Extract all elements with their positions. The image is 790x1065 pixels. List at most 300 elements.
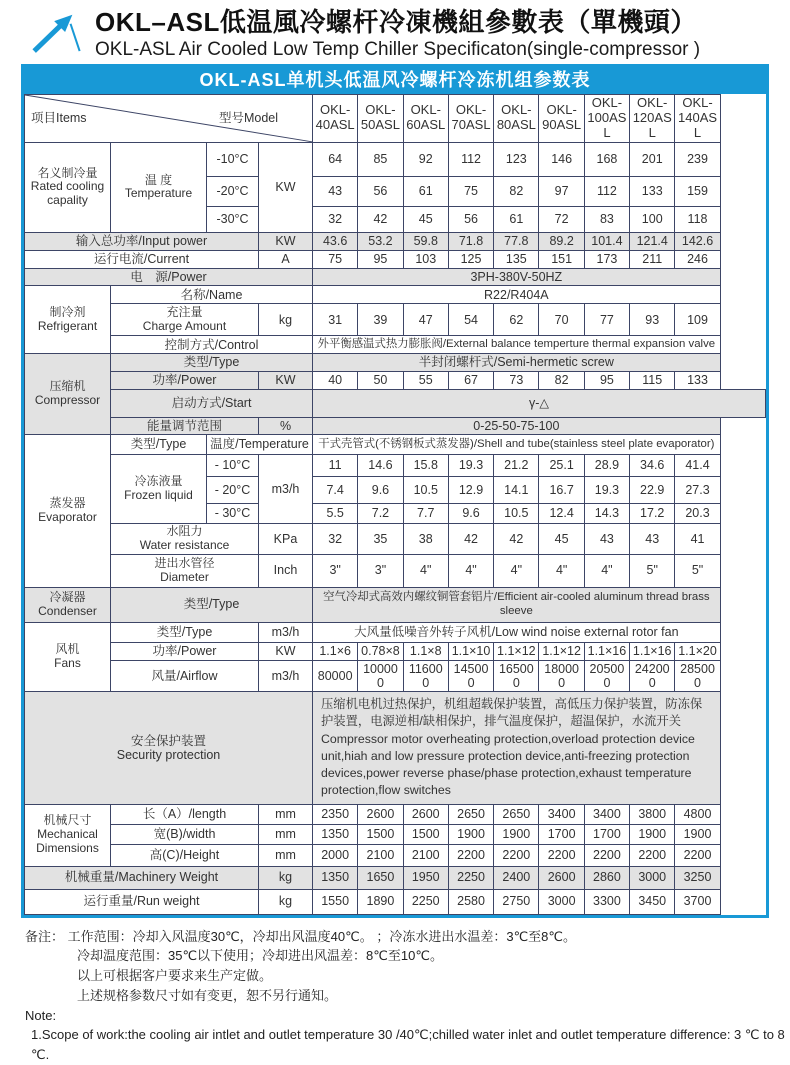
unit-cell: mm (259, 844, 313, 866)
value-cell: 9.6 (358, 476, 403, 503)
value-cell: 2650 (448, 804, 493, 824)
value-cell: 2250 (403, 889, 448, 914)
value-cell: 77 (584, 304, 629, 336)
value-cell: 56 (358, 176, 403, 206)
value-cell: 133 (630, 176, 675, 206)
value-cell: 25.1 (539, 454, 584, 476)
value-cell: 41.4 (675, 454, 720, 476)
unit-cell: m3/h (259, 622, 313, 642)
cooling-row-1 (25, 142, 766, 176)
value-cell: 2200 (539, 844, 584, 866)
dimensions-label-zh: 机械尺寸 (43, 813, 92, 828)
value-cell: 32 (313, 523, 358, 554)
value-cell: 2200 (584, 844, 629, 866)
compressor-range-row (25, 417, 766, 434)
condenser-label-zh: 冷凝器 (49, 589, 86, 604)
temp-cell: -30°C (207, 206, 259, 232)
value-cell: 95 (358, 250, 403, 268)
value-cell: 19.3 (448, 454, 493, 476)
compressor-label-en: Compressor (34, 393, 101, 408)
value-cell: 1950 (403, 866, 448, 889)
value-cell: 16.7 (539, 476, 584, 503)
value-cell: 2200 (675, 844, 720, 866)
value-cell: 2000 (313, 844, 358, 866)
unit-cell: kg (259, 866, 313, 889)
value-cell: 32 (313, 206, 358, 232)
value-cell: 242000 (630, 660, 675, 692)
value-cell: 15.8 (403, 454, 448, 476)
row-label: 输入总功率/Input power (25, 232, 259, 250)
resistance-label-en: Water resistance (139, 537, 230, 552)
row-label: 电 源/Power (25, 268, 313, 285)
value-cell: 3450 (630, 889, 675, 914)
merged-value-cell: γ-△ (313, 389, 766, 417)
value-cell: 82 (494, 176, 539, 206)
fans-airflow-row (25, 660, 766, 692)
value-cell: 42 (448, 523, 493, 554)
brand-arrow-icon (26, 9, 86, 60)
fans-section-label (25, 622, 111, 692)
machinery-weight-row (25, 866, 766, 889)
value-cell: 3250 (675, 866, 720, 889)
page-title-zh: OKL–ASL低温風冷螺杆冷凍機組參數表（單機頭） (95, 7, 697, 37)
row-label (111, 554, 259, 587)
merged-value-cell: 外平衡感温式热力膨胀阀/External balance temperture thermal expansion valve (313, 336, 721, 354)
value-cell: 285000 (675, 660, 720, 692)
unit-cell: KPa (259, 523, 313, 554)
row-label: 机械重量/Machinery Weight (25, 866, 259, 889)
value-cell: 173 (584, 250, 629, 268)
refrigerant-label-en: Refrigerant (37, 318, 98, 333)
row-label: 风量/Airflow (111, 660, 259, 692)
value-cell: 42 (494, 523, 539, 554)
value-cell: 2100 (403, 844, 448, 866)
value-cell: 1500 (358, 824, 403, 844)
value-cell: OKL-60ASL (403, 95, 448, 143)
value-cell: 62 (494, 304, 539, 336)
value-cell: 38 (403, 523, 448, 554)
diameter-row (25, 554, 766, 587)
temp-cell: -10°C (207, 142, 259, 176)
value-cell: 50 (358, 371, 403, 389)
value-cell: 146 (539, 142, 584, 176)
value-cell: 2350 (313, 804, 358, 824)
fans-power-row (25, 642, 766, 660)
merged-value-cell: 空气冷却式高效内螺纹铜管套铝片/Efficient air-cooled aluminum thread brass sleeve (313, 587, 721, 622)
frozen-liquid-row-1 (25, 454, 766, 476)
unit-cell: A (259, 250, 313, 268)
value-cell: 246 (675, 250, 720, 268)
note-line-4: 上述规格参数尺寸如有变更，恕不另行通知。 (77, 987, 338, 1003)
value-cell: 1350 (313, 866, 358, 889)
merged-value-cell: 大风量低噪音外转子风机/Low wind noise external rotor fan (313, 622, 721, 642)
current-row (25, 250, 766, 268)
water-resistance-row (25, 523, 766, 554)
row-label: 名称/Name (111, 286, 313, 304)
value-cell: 2250 (448, 866, 493, 889)
row-label: 功率/Power (111, 642, 259, 660)
value-cell: 3" (313, 554, 358, 587)
row-label: 控制方式/Control (111, 336, 313, 354)
security-text-en: Compressor motor overheating protection,overload protection device unit,hiah and low pressure protection device,anti-freezing protection devices,power reverse phase/phase protection,exhaust temperature protection,flow switches (321, 731, 695, 798)
value-cell: 35 (358, 523, 403, 554)
value-cell: 1550 (313, 889, 358, 914)
temp-cell: - 30°C (207, 503, 259, 523)
value-cell: 55 (403, 371, 448, 389)
charge-label-en: Charge Amount (142, 318, 227, 333)
value-cell: 61 (494, 206, 539, 232)
temp-cell: - 10°C (207, 454, 259, 476)
unit-cell: KW (259, 371, 313, 389)
input-power-row (25, 232, 766, 250)
frozen-liquid-label-en: Frozen liquid (124, 487, 193, 502)
value-cell: 14.6 (358, 454, 403, 476)
security-section-label (25, 692, 313, 804)
merged-value-cell: 0-25-50-75-100 (313, 417, 721, 434)
value-cell: 3000 (630, 866, 675, 889)
value-cell: 5.5 (313, 503, 358, 523)
value-cell: 56 (448, 206, 493, 232)
fans-type-row (25, 622, 766, 642)
merged-value-cell: 干式壳管式(不锈钢板式蒸发器)/Shell and tube(stainless steel plate evaporator) (313, 434, 721, 454)
temp-cell: - 20°C (207, 476, 259, 503)
value-cell: 1700 (584, 824, 629, 844)
value-cell: 7.7 (403, 503, 448, 523)
value-cell: 133 (675, 371, 720, 389)
fans-label-en: Fans (54, 655, 81, 670)
value-cell: 116000 (403, 660, 448, 692)
value-cell: 2600 (358, 804, 403, 824)
dimension-height-row (25, 844, 766, 866)
unit-cell: KW (259, 232, 313, 250)
row-label: 类型/Type (111, 587, 313, 622)
value-cell: 4" (403, 554, 448, 587)
value-cell: 1.1×8 (403, 642, 448, 660)
value-cell: 3400 (584, 804, 629, 824)
refrigerant-name-row (25, 286, 766, 304)
value-cell: 2200 (494, 844, 539, 866)
value-cell: 1700 (539, 824, 584, 844)
value-cell: 109 (675, 304, 720, 336)
compressor-label-zh: 压缩机 (49, 379, 86, 394)
value-cell: 10.5 (403, 476, 448, 503)
value-cell: 3000 (539, 889, 584, 914)
value-cell: 135 (494, 250, 539, 268)
refrigerant-section-label (25, 286, 111, 354)
value-cell: 100000 (358, 660, 403, 692)
value-cell: 9.6 (448, 503, 493, 523)
dimensions-label-en: Mechanical Dimensions (36, 827, 99, 855)
value-cell: 1900 (630, 824, 675, 844)
title-block (0, 0, 790, 62)
footnotes (25, 927, 790, 1065)
unit-cell: KW (259, 142, 313, 232)
value-cell: 112 (448, 142, 493, 176)
cooling-label-zh: 名义制冷量 (37, 165, 98, 180)
value-cell: 40 (313, 371, 358, 389)
value-cell: 2200 (630, 844, 675, 866)
value-cell: 42 (358, 206, 403, 232)
value-cell: 2600 (539, 866, 584, 889)
cooling-label-en: Rated cooling capality (30, 179, 105, 208)
value-cell: 1.1×16 (630, 642, 675, 660)
value-cell: 1.1×16 (584, 642, 629, 660)
table-banner: OKL-ASL单机头低温风冷螺杆冷冻机组参数表 (24, 67, 766, 94)
value-cell: 43 (584, 523, 629, 554)
run-weight-row (25, 889, 766, 914)
row-label: 类型/Type (111, 622, 259, 642)
evaporator-label-en: Evaporator (38, 509, 97, 524)
value-cell: 12.4 (539, 503, 584, 523)
value-cell: 2860 (584, 866, 629, 889)
value-cell: 72 (539, 206, 584, 232)
note-line-3: 以上可根据客户要求来生产定做。 (77, 968, 273, 983)
value-cell: 118 (675, 206, 720, 232)
value-cell: 2400 (494, 866, 539, 889)
value-cell: OKL-100ASL (584, 95, 629, 143)
value-cell: 2650 (494, 804, 539, 824)
items-label: 项目Items (31, 111, 87, 126)
unit-cell: kg (259, 304, 313, 336)
compressor-section-label (25, 354, 111, 435)
security-label-zh: 安全保护装置 (130, 733, 206, 748)
value-cell: 1.1×6 (313, 642, 358, 660)
value-cell: 3300 (584, 889, 629, 914)
value-cell: 83 (584, 206, 629, 232)
value-cell: 123 (494, 142, 539, 176)
value-cell: 103 (403, 250, 448, 268)
row-label: 类型/Type (111, 434, 207, 454)
value-cell: 2100 (358, 844, 403, 866)
value-cell: 151 (539, 250, 584, 268)
value-cell: 14.3 (584, 503, 629, 523)
unit-cell: mm (259, 804, 313, 824)
value-cell: 3800 (630, 804, 675, 824)
resistance-label-zh: 水阻力 (166, 523, 203, 538)
value-cell: 101.4 (584, 232, 629, 250)
note-line-2: 冷却温度范围：35℃以下使用；冷却进出风温差：8℃至10℃。 (77, 948, 443, 964)
row-label: 高(C)/Height (111, 844, 259, 866)
value-cell: OKL-70ASL (448, 95, 493, 143)
value-cell: 3" (358, 554, 403, 587)
value-cell: 3700 (675, 889, 720, 914)
value-cell: 4" (494, 554, 539, 587)
value-cell: 43.6 (313, 232, 358, 250)
refrigerant-label-zh: 制冷剂 (49, 304, 86, 319)
value-cell: OKL-50ASL (358, 95, 403, 143)
value-cell: 12.9 (448, 476, 493, 503)
value-cell: 21.2 (494, 454, 539, 476)
fans-label-zh: 风机 (55, 642, 80, 657)
row-label: 宽(B)/width (111, 824, 259, 844)
temp-cell: -20°C (207, 176, 259, 206)
value-cell: 5" (630, 554, 675, 587)
dimension-width-row (25, 824, 766, 844)
value-cell: 92 (403, 142, 448, 176)
unit-cell: KW (259, 642, 313, 660)
value-cell: 1900 (675, 824, 720, 844)
value-cell: 93 (630, 304, 675, 336)
value-cell: 5" (675, 554, 720, 587)
security-text-cell (313, 692, 721, 804)
value-cell: 54 (448, 304, 493, 336)
value-cell: 7.4 (313, 476, 358, 503)
dimensions-section-label (25, 804, 111, 866)
value-cell: 77.8 (494, 232, 539, 250)
compressor-start-row (25, 389, 766, 417)
value-cell: 75 (313, 250, 358, 268)
value-cell: 43 (313, 176, 358, 206)
unit-cell: % (259, 417, 313, 434)
note-line-1: 备注： 工作范围：冷却入风温度30℃，冷却出风温度40℃。 ；冷冻水进出水温差：3℃至8℃。 (25, 928, 577, 944)
charge-amount-row (25, 304, 766, 336)
value-cell: 10.5 (494, 503, 539, 523)
value-cell: 239 (675, 142, 720, 176)
power-supply-row (25, 268, 766, 285)
value-cell: 112 (584, 176, 629, 206)
security-row (25, 692, 766, 804)
unit-cell: Inch (259, 554, 313, 587)
charge-label-zh: 充注量 (166, 304, 203, 319)
value-cell: 125 (448, 250, 493, 268)
frozen-liquid-label-zh: 冷冻液量 (134, 474, 183, 489)
value-cell: 1900 (448, 824, 493, 844)
value-cell: OKL-120ASL (630, 95, 675, 143)
temperature-label (111, 142, 207, 232)
merged-value-cell: R22/R404A (313, 286, 721, 304)
row-label: 类型/Type (111, 354, 313, 371)
value-cell: OKL-140ASL (675, 95, 720, 143)
value-cell: 43 (630, 523, 675, 554)
merged-value-cell: 半封闭螺杆式/Semi-hermetic screw (313, 354, 721, 371)
note-label: Note: (25, 1007, 57, 1023)
security-label-en: Security protection (116, 747, 221, 762)
value-cell: 159 (675, 176, 720, 206)
value-cell: 2600 (403, 804, 448, 824)
value-cell: 27.3 (675, 476, 720, 503)
value-cell: 75 (448, 176, 493, 206)
evaporator-type-row (25, 434, 766, 454)
frozen-liquid-label (111, 454, 207, 523)
row-label (111, 523, 259, 554)
value-cell: 34.6 (630, 454, 675, 476)
condenser-label-en: Condenser (38, 603, 97, 618)
value-cell: 61 (403, 176, 448, 206)
value-cell: 4800 (675, 804, 720, 824)
value-cell: 4" (584, 554, 629, 587)
value-cell: 39 (358, 304, 403, 336)
value-cell: 82 (539, 371, 584, 389)
dimension-length-row (25, 804, 766, 824)
value-cell: 3400 (539, 804, 584, 824)
value-cell: 4" (539, 554, 584, 587)
unit-cell: m3/h (259, 660, 313, 692)
unit-cell: m3/h (259, 454, 313, 523)
row-label: 功率/Power (111, 371, 259, 389)
security-text-zh: 压缩机电机过热保护，机组超载保护装置，高低压力保护装置，防冻保护装置，电源逆相/缺相保护，排气温度保护，超温保护，水流开关 (321, 697, 703, 729)
evaporator-section-label (25, 434, 111, 587)
condenser-row (25, 587, 766, 622)
value-cell: 31 (313, 304, 358, 336)
cooling-section-label (25, 142, 111, 232)
value-cell: 45 (403, 206, 448, 232)
value-cell: OKL-40ASL (313, 95, 358, 143)
value-cell: 145000 (448, 660, 493, 692)
value-cell: 121.4 (630, 232, 675, 250)
value-cell: 180000 (539, 660, 584, 692)
value-cell: 1900 (494, 824, 539, 844)
value-cell: 1.1×12 (494, 642, 539, 660)
condenser-section-label (25, 587, 111, 622)
value-cell: 59.8 (403, 232, 448, 250)
row-label (111, 304, 259, 336)
value-cell: 168 (584, 142, 629, 176)
spec-table (24, 94, 766, 915)
model-label: 型号Model (218, 111, 278, 126)
value-cell: 1350 (313, 824, 358, 844)
model-header-row (25, 95, 766, 143)
row-label: 能量调节范围 (111, 417, 259, 434)
value-cell: OKL-90ASL (539, 95, 584, 143)
unit-cell: mm (259, 824, 313, 844)
merged-value-cell: 3PH-380V-50HZ (313, 268, 721, 285)
value-cell: 142.6 (675, 232, 720, 250)
unit-cell: kg (259, 889, 313, 914)
value-cell: 1.1×10 (448, 642, 493, 660)
value-cell: 205000 (584, 660, 629, 692)
value-cell: 17.2 (630, 503, 675, 523)
value-cell: 95 (584, 371, 629, 389)
temperature-label-en: Temperature (124, 186, 193, 201)
row-label: 长（A）/length (111, 804, 259, 824)
value-cell: 2200 (448, 844, 493, 866)
value-cell: 85 (358, 142, 403, 176)
value-cell: 41 (675, 523, 720, 554)
value-cell: 11 (313, 454, 358, 476)
value-cell: 73 (494, 371, 539, 389)
value-cell: 2750 (494, 889, 539, 914)
control-row (25, 336, 766, 354)
value-cell: 89.2 (539, 232, 584, 250)
value-cell: 0.78×8 (358, 642, 403, 660)
value-cell: 71.8 (448, 232, 493, 250)
note-line-en: 1.Scope of work:the cooling air intlet and outlet temperature 30 /40℃;chilled water inlet and outlet temperature difference: 3 ℃ to 8 ℃. (31, 1027, 785, 1062)
value-cell: 14.1 (494, 476, 539, 503)
value-cell: 211 (630, 250, 675, 268)
value-cell: 67 (448, 371, 493, 389)
value-cell: 80000 (313, 660, 358, 692)
diameter-label-zh: 进出水管径 (154, 555, 215, 570)
value-cell: 165000 (494, 660, 539, 692)
value-cell: 1650 (358, 866, 403, 889)
value-cell: 1500 (403, 824, 448, 844)
value-cell: 7.2 (358, 503, 403, 523)
value-cell: 97 (539, 176, 584, 206)
row-label: 运行电流/Current (25, 250, 259, 268)
compressor-type-row (25, 354, 766, 371)
value-cell: 64 (313, 142, 358, 176)
value-cell: 45 (539, 523, 584, 554)
diameter-label-en: Diameter (160, 569, 209, 584)
value-cell: 70 (539, 304, 584, 336)
value-cell: 1890 (358, 889, 403, 914)
row-label: 温度/Temperature (207, 434, 313, 454)
value-cell: 20.3 (675, 503, 720, 523)
value-cell: 4" (448, 554, 493, 587)
value-cell: 201 (630, 142, 675, 176)
value-cell: 2580 (448, 889, 493, 914)
page-title-en: OKL-ASL Air Cooled Low Temp Chiller Specificaton(single-compressor ) (95, 38, 701, 60)
